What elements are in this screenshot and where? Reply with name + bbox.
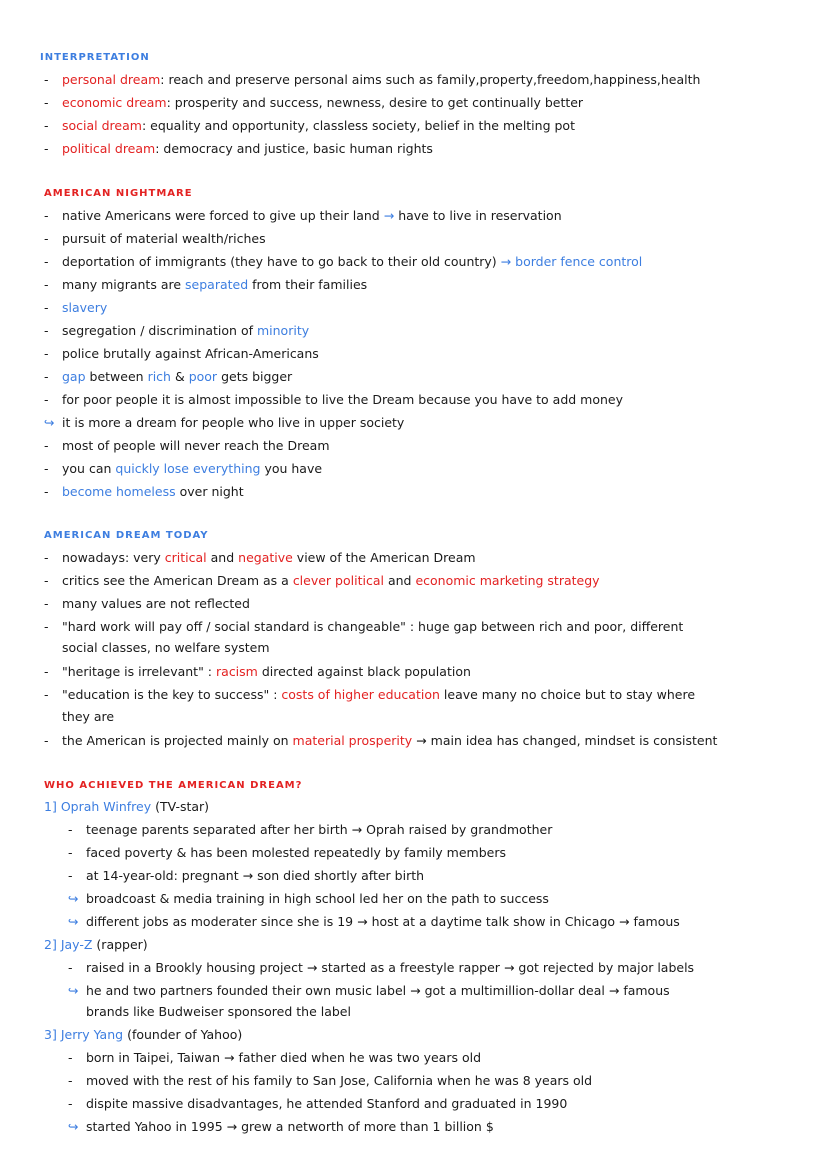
list-text: "heritage is irrelevant" : — [62, 664, 213, 679]
list-item-continuation — [62, 640, 270, 656]
achievers-heading: WHO ACHIEVED THE AMERICAN DREAM? — [44, 780, 303, 791]
bullet-dash: - — [44, 231, 49, 246]
bullet-dash: - — [68, 1050, 73, 1065]
list-text: father died when he was two years old — [238, 1050, 482, 1065]
term-definition: : democracy and justice, basic human rights — [155, 141, 433, 156]
list-item — [44, 300, 107, 316]
list-text: segregation / discrimination of — [62, 323, 253, 338]
bullet-dash: - — [68, 1096, 73, 1111]
highlight-text: material prosperity — [292, 733, 413, 748]
bullet-dash: - — [44, 392, 49, 407]
list-item — [44, 484, 244, 500]
list-item — [44, 550, 476, 566]
person-role: (TV-star) — [155, 799, 210, 814]
bullet-dash: - — [44, 550, 49, 565]
bullet-dash: - — [44, 438, 49, 453]
list-text: and — [387, 573, 412, 588]
term-definition: : reach and preserve personal aims such as family,property,freedom,happiness,health — [160, 72, 701, 87]
person-role: (founder of Yahoo) — [127, 1027, 243, 1042]
list-item — [68, 960, 694, 976]
person-jerry-yang — [44, 1027, 242, 1043]
list-item — [68, 914, 680, 930]
list-item — [68, 1119, 494, 1135]
highlight-text: critical — [164, 550, 207, 565]
list-item-continuation — [86, 1004, 351, 1020]
bullet-dash: - — [44, 346, 49, 361]
bullet-dash: - — [68, 845, 73, 860]
list-text: Oprah raised by grandmother — [366, 822, 553, 837]
list-text: and — [210, 550, 235, 565]
arrow-icon: → — [306, 960, 318, 975]
list-text: got rejected by major labels — [518, 960, 695, 975]
bullet-dash: - — [68, 868, 73, 883]
list-item — [68, 845, 506, 861]
list-text: pursuit of material wealth/riches — [62, 231, 266, 246]
list-number: 1] — [44, 799, 57, 814]
bullet-dash: - — [44, 369, 49, 384]
arrow-icon: → — [619, 914, 630, 929]
list-text: famous — [633, 914, 680, 929]
arrow-icon: → — [383, 208, 395, 223]
list-item — [68, 891, 549, 907]
bullet-dash: - — [68, 822, 73, 837]
bullet-dash: - — [44, 687, 49, 702]
list-text: from their families — [252, 277, 368, 292]
term-economic-dream: economic dream — [62, 95, 167, 110]
arrow-icon: → — [608, 983, 620, 998]
list-text: deportation of immigrants (they have to go back to their old country) — [62, 254, 497, 269]
list-text: many migrants are — [62, 277, 182, 292]
list-text: have to live in reservation — [398, 208, 562, 223]
list-item — [68, 1096, 567, 1112]
bullet-dash: - — [44, 323, 49, 338]
list-text: born in Taipei, Taiwan — [86, 1050, 221, 1065]
list-text: faced poverty & has been molested repeatedly by family members — [86, 845, 507, 860]
list-item — [44, 596, 250, 612]
term-personal-dream: personal dream — [62, 72, 161, 87]
list-text: over night — [179, 484, 244, 499]
list-text: started Yahoo in 1995 — [86, 1119, 223, 1134]
list-item — [44, 254, 642, 270]
person-name: Jay-Z — [60, 937, 93, 952]
list-text: native Americans were forced to give up their land — [62, 208, 380, 223]
term-social-dream: social dream — [62, 118, 142, 133]
list-text: different jobs as moderater since she is 19 — [86, 914, 354, 929]
hook-arrow-icon: ↪ — [68, 914, 79, 929]
list-text: brands like Budweiser sponsored the label — [86, 1004, 351, 1019]
list-text: gets bigger — [221, 369, 293, 384]
highlight-text: economic marketing strategy — [415, 573, 600, 588]
list-text: moved with the rest of his family to San Jose, California when he was 8 years old — [86, 1073, 593, 1088]
highlight-text: negative — [238, 550, 293, 565]
list-text: directed against black population — [261, 664, 471, 679]
list-text: leave many no choice but to stay where — [443, 687, 696, 702]
list-item — [68, 1073, 592, 1089]
person-jay-z — [44, 937, 148, 953]
list-item — [44, 619, 683, 635]
list-text: raised in a Brookly housing project — [86, 960, 303, 975]
list-text: he and two partners founded their own music label — [86, 983, 407, 998]
highlight-text: border fence control — [515, 254, 643, 269]
interpretation-item — [44, 141, 433, 157]
highlight-text: separated — [185, 277, 249, 292]
bullet-dash: - — [44, 72, 49, 87]
list-item — [68, 868, 424, 884]
list-text: teenage parents separated after her birth — [86, 822, 348, 837]
list-text: critics see the American Dream as a — [62, 573, 289, 588]
list-text: you have — [264, 461, 323, 476]
arrow-icon: → — [242, 868, 254, 883]
highlight-text: poor — [188, 369, 218, 384]
bullet-dash: - — [44, 733, 49, 748]
list-text: social classes, no welfare system — [62, 640, 270, 655]
list-text: grew a networth of more than 1 billion $ — [241, 1119, 494, 1134]
term-definition: : prosperity and success, newness, desire to get continually better — [166, 95, 584, 110]
nightmare-heading: AMERICAN NIGHTMARE — [44, 188, 193, 199]
list-text: famous — [623, 983, 670, 998]
list-item — [44, 277, 367, 293]
bullet-dash: - — [44, 619, 49, 634]
list-item — [44, 323, 309, 339]
list-text: son died shortly after birth — [257, 868, 425, 883]
list-text: main idea has changed, mindset is consistent — [430, 733, 718, 748]
list-text: you can — [62, 461, 112, 476]
list-text: started as a freestyle rapper — [321, 960, 500, 975]
term-definition: : equality and opportunity, classless society, belief in the melting pot — [141, 118, 575, 133]
bullet-dash: - — [44, 95, 49, 110]
list-item — [44, 573, 600, 589]
list-text: view of the American Dream — [296, 550, 476, 565]
bullet-dash: - — [44, 254, 49, 269]
highlight-text: quickly lose everything — [115, 461, 261, 476]
list-item — [44, 208, 562, 224]
list-item — [68, 1050, 481, 1066]
list-item — [68, 983, 670, 999]
interpretation-item — [44, 95, 583, 111]
list-text: the American is projected mainly on — [62, 733, 289, 748]
bullet-dash: - — [44, 461, 49, 476]
interpretation-heading: INTERPRETATION — [40, 52, 150, 63]
arrow-icon: → — [503, 960, 515, 975]
bullet-dash: - — [44, 277, 49, 292]
list-item — [44, 664, 471, 680]
arrow-icon: → — [410, 983, 421, 998]
arrow-icon: → — [224, 1050, 235, 1065]
bullet-dash: - — [68, 1073, 73, 1088]
bullet-dash: - — [68, 960, 73, 975]
hook-arrow-icon: ↪ — [68, 1119, 79, 1134]
bullet-dash: - — [44, 573, 49, 588]
hook-arrow-icon: ↪ — [44, 415, 55, 430]
person-role: (rapper) — [96, 937, 148, 952]
highlight-text: minority — [256, 323, 310, 338]
term-political-dream: political dream — [62, 141, 156, 156]
list-text: nowadays: very — [62, 550, 161, 565]
highlight-text: become homeless — [62, 484, 176, 499]
bullet-dash: - — [44, 208, 49, 223]
arrow-icon: → — [351, 822, 363, 837]
list-text: they are — [62, 709, 115, 724]
list-text: broadcoast & media training in high school led her on the path to success — [86, 891, 549, 906]
bullet-dash: - — [44, 300, 49, 315]
hook-arrow-icon: ↪ — [68, 891, 79, 906]
list-text: police brutally against African-Americans — [62, 346, 319, 361]
list-text: between — [89, 369, 144, 384]
bullet-dash: - — [44, 596, 49, 611]
highlight-text: clever political — [292, 573, 384, 588]
list-text: "education is the key to success" : — [62, 687, 278, 702]
hook-arrow-icon: ↪ — [68, 983, 79, 998]
highlight-text: costs of higher education — [281, 687, 440, 702]
arrow-icon: → — [500, 254, 512, 269]
list-text: got a multimillion-dollar deal — [424, 983, 605, 998]
list-item — [44, 461, 322, 477]
list-number: 2] — [44, 937, 57, 952]
list-item — [44, 438, 330, 454]
list-number: 3] — [44, 1027, 57, 1042]
arrow-icon: → — [357, 914, 368, 929]
list-text: for poor people it is almost impossible to live the Dream because you have to add money — [62, 392, 624, 407]
list-text: dispite massive disadvantages, he attended Stanford and graduated in 1990 — [86, 1096, 568, 1111]
interpretation-item — [44, 72, 700, 88]
list-item — [44, 346, 319, 362]
list-item-continuation — [62, 709, 114, 725]
list-text: at 14-year-old: pregnant — [86, 868, 239, 883]
bullet-dash: - — [44, 118, 49, 133]
list-text: host at a daytime talk show in Chicago — [371, 914, 616, 929]
list-item — [44, 392, 623, 408]
highlight-text: rich — [147, 369, 171, 384]
arrow-icon: → — [226, 1119, 238, 1134]
list-text: "hard work will pay off / social standard is changeable" : huge gap between rich and poor, different — [62, 619, 684, 634]
list-item — [44, 415, 404, 431]
list-item — [44, 733, 717, 749]
today-heading: AMERICAN DREAM TODAY — [44, 530, 209, 541]
highlight-text: slavery — [62, 300, 108, 315]
list-item — [44, 687, 695, 703]
bullet-dash: - — [44, 664, 49, 679]
person-name: Jerry Yang — [60, 1027, 124, 1042]
list-item — [44, 231, 266, 247]
bullet-dash: - — [44, 141, 49, 156]
interpretation-item — [44, 118, 575, 134]
list-text: many values are not reflected — [62, 596, 250, 611]
list-text: most of people will never reach the Dream — [62, 438, 330, 453]
list-item — [44, 369, 292, 385]
highlight-text: racism — [216, 664, 258, 679]
list-item — [68, 822, 552, 838]
highlight-text: gap — [62, 369, 86, 384]
arrow-icon: → — [416, 733, 427, 748]
list-text: it is more a dream for people who live in upper society — [62, 415, 405, 430]
bullet-dash: - — [44, 484, 49, 499]
list-text: & — [174, 369, 185, 384]
person-name: Oprah Winfrey — [60, 799, 152, 814]
person-oprah — [44, 799, 209, 815]
